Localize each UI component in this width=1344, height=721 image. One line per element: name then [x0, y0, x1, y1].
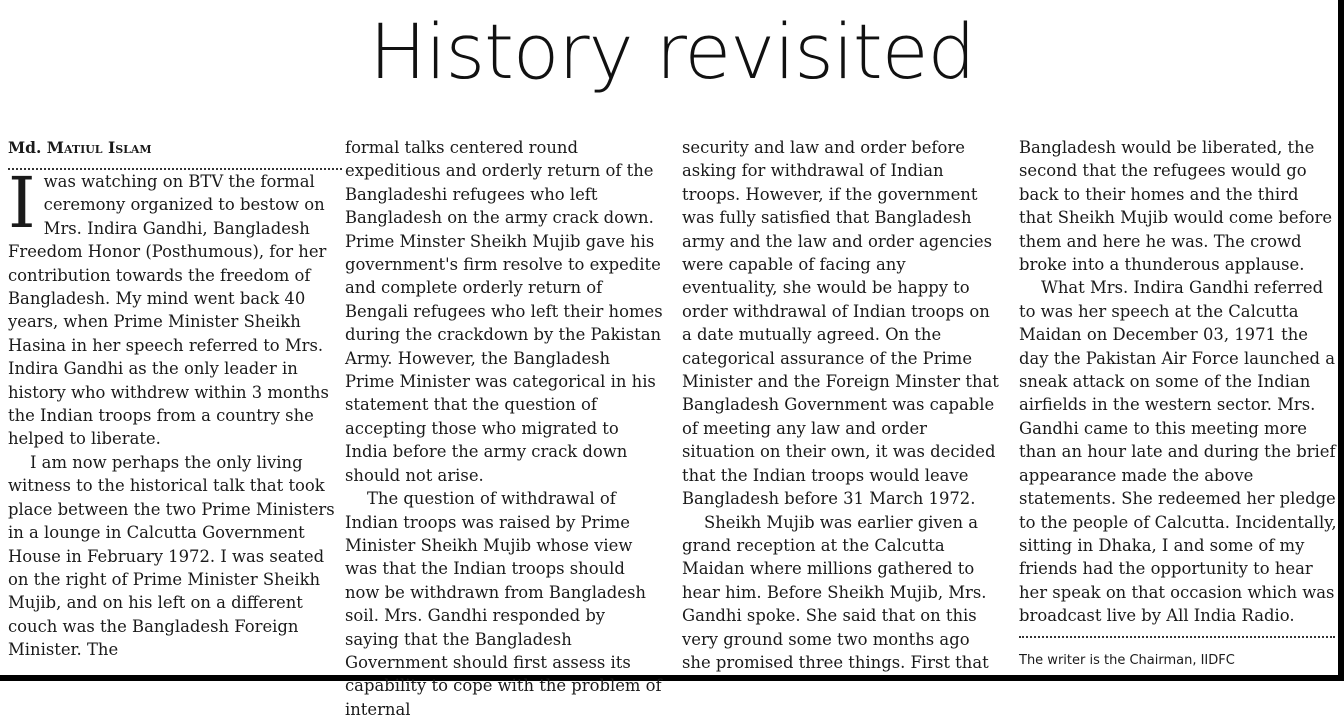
author-credit: The writer is the Chairman, IIDFC: [1019, 652, 1235, 668]
paragraph: Bangladesh would be liberated, the second that the refugees would go back to their homes and the third that Sheikh Mujib would come before them and here he was. The crowd broke into a thunderous applause.: [1019, 138, 1333, 275]
byline-name: Matiul Islam: [46, 138, 152, 157]
article-column-4: [1019, 136, 1337, 676]
headline: History revisited: [369, 7, 975, 96]
byline-first: Md.: [8, 138, 47, 157]
right-border-rule: [1338, 0, 1344, 681]
byline: [8, 136, 342, 162]
paragraph: Sheikh Mujib was earlier given a grand reception at the Calcutta Maidan where millions gathered to hear him. Before Sheikh Mujib, Mrs. Gandhi spoke. She said that on this very ground some two months ago she promised three things. First that: [682, 512, 989, 672]
lead-paragraph-text: was watching on BTV the formal ceremony organized to bestow on Mrs. Indira Gandhi, Bangladesh Freedom Honor (Posthumous), for her contribution towards the freedom of Bangladesh. My mind went back 40 years, when Prime Minister Sheikh Hasina in her speech referred to Mrs. Indira Gandhi as the only leader in history who withdrew within 3 months the Indian troops from a country she helped to liberate.: [8, 172, 329, 449]
paragraph: What Mrs. Indira Gandhi referred to was her speech at the Calcutta Maidan on December 03, 1971 the day the Pakistan Air Force launched a sneak attack on some of the Indian airfields in the western sector. Mrs. Gandhi came to this meeting more than an hour late and during the brief appearance made the above statements. She redeemed her pledge to the people of Calcutta. Incidentally, sitting in Dhaka, I and some of my friends had the opportunity to hear her speak on that occasion which was broadcast live by All India Radio.: [1019, 278, 1337, 626]
article-column-3: [682, 136, 1000, 676]
article-column-1: [8, 136, 342, 676]
paragraph: I am now perhaps the only living witness to the historical talk that took place between the two Prime Ministers in a lounge in Calcutta Government House in February 1972. I was seated on the right of Prime Minister Sheikh Mujib, and on his left on a different couch was the Bangladesh Foreign Minister. The: [8, 452, 335, 660]
article-column-2: [345, 136, 663, 719]
paragraph: The question of withdrawal of Indian troops was raised by Prime Minister Sheikh Mujib whose view was that the Indian troops should now be withdrawn from Bangladesh soil. Mrs. Gandhi responded by saying that the Bangladesh Government should first assess its capability to cope with the problem of internal: [345, 489, 662, 719]
lead-paragraph: [8, 162, 342, 451]
paragraph: formal talks centered round expeditious and orderly return of the Bangladeshi refugees who left Bangladesh on the army crack down. Prime Minster Sheikh Mujib gave his government's firm resolve to expedite and complete orderly return of Bengali refugees who left their homes during the crackdown by the Pakistan Army. However, the Bangladesh Prime Minister was categorical in his statement that the question of accepting those who migrated to India before the army crack down should not arise.: [345, 138, 663, 485]
credit-dotted-divider: [1019, 636, 1335, 638]
paragraph: security and law and order before asking for withdrawal of Indian troops. However, if the government was fully satisfied that Bangladesh army and the law and order agencies were capable of facing any eventuality, she would be happy to order withdrawal of Indian troops on a date mutually agreed. On the categorical assurance of the Prime Minister and the Foreign Minster that Bangladesh Government was capable of meeting any law and order situation on their own, it was decided that the Indian troops would leave Bangladesh before 31 March 1972.: [682, 138, 999, 509]
drop-cap: I: [8, 162, 36, 244]
